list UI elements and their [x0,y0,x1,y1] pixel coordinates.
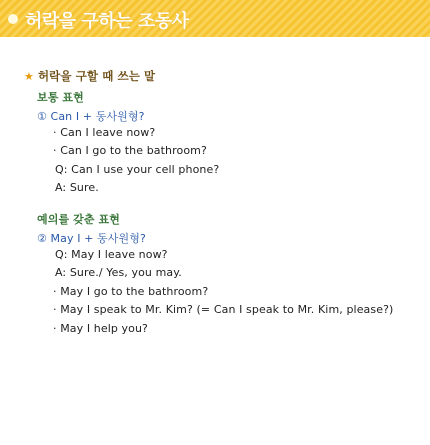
dialog-question: Q: Can I use your cell phone? [55,163,220,176]
example-item: · May I speak to Mr. Kim? (= Can I speak to Mr. Kim, please?) [53,303,394,316]
dialog-answer: A: Sure. [55,181,99,194]
polite-heading: 예의를 갖춘 표현 [37,213,120,226]
example-item: · Can I go to the bathroom? [53,144,207,157]
page-title: 허락을 구하는 조동사 [25,11,189,32]
dialog-question: Q: May I leave now? [55,248,168,261]
polite-formula: ② May I + 동사원형? [37,232,146,245]
example-item: · May I help you? [53,322,148,335]
dialog-answer: A: Sure./ Yes, you may. [55,266,182,279]
section-heading [24,68,155,84]
star-icon: ★ [24,70,34,83]
example-item: · May I go to the bathroom? [53,285,209,298]
example-item: · Can I leave now? [53,126,156,139]
basic-formula: ① Can I + 동사원형? [37,110,145,123]
section-title: 허락을 구할 때 쓰는 말 [37,69,156,83]
basic-heading: 보통 표현 [37,91,84,104]
bullet-dot-icon [8,14,18,24]
title-banner [0,0,430,37]
